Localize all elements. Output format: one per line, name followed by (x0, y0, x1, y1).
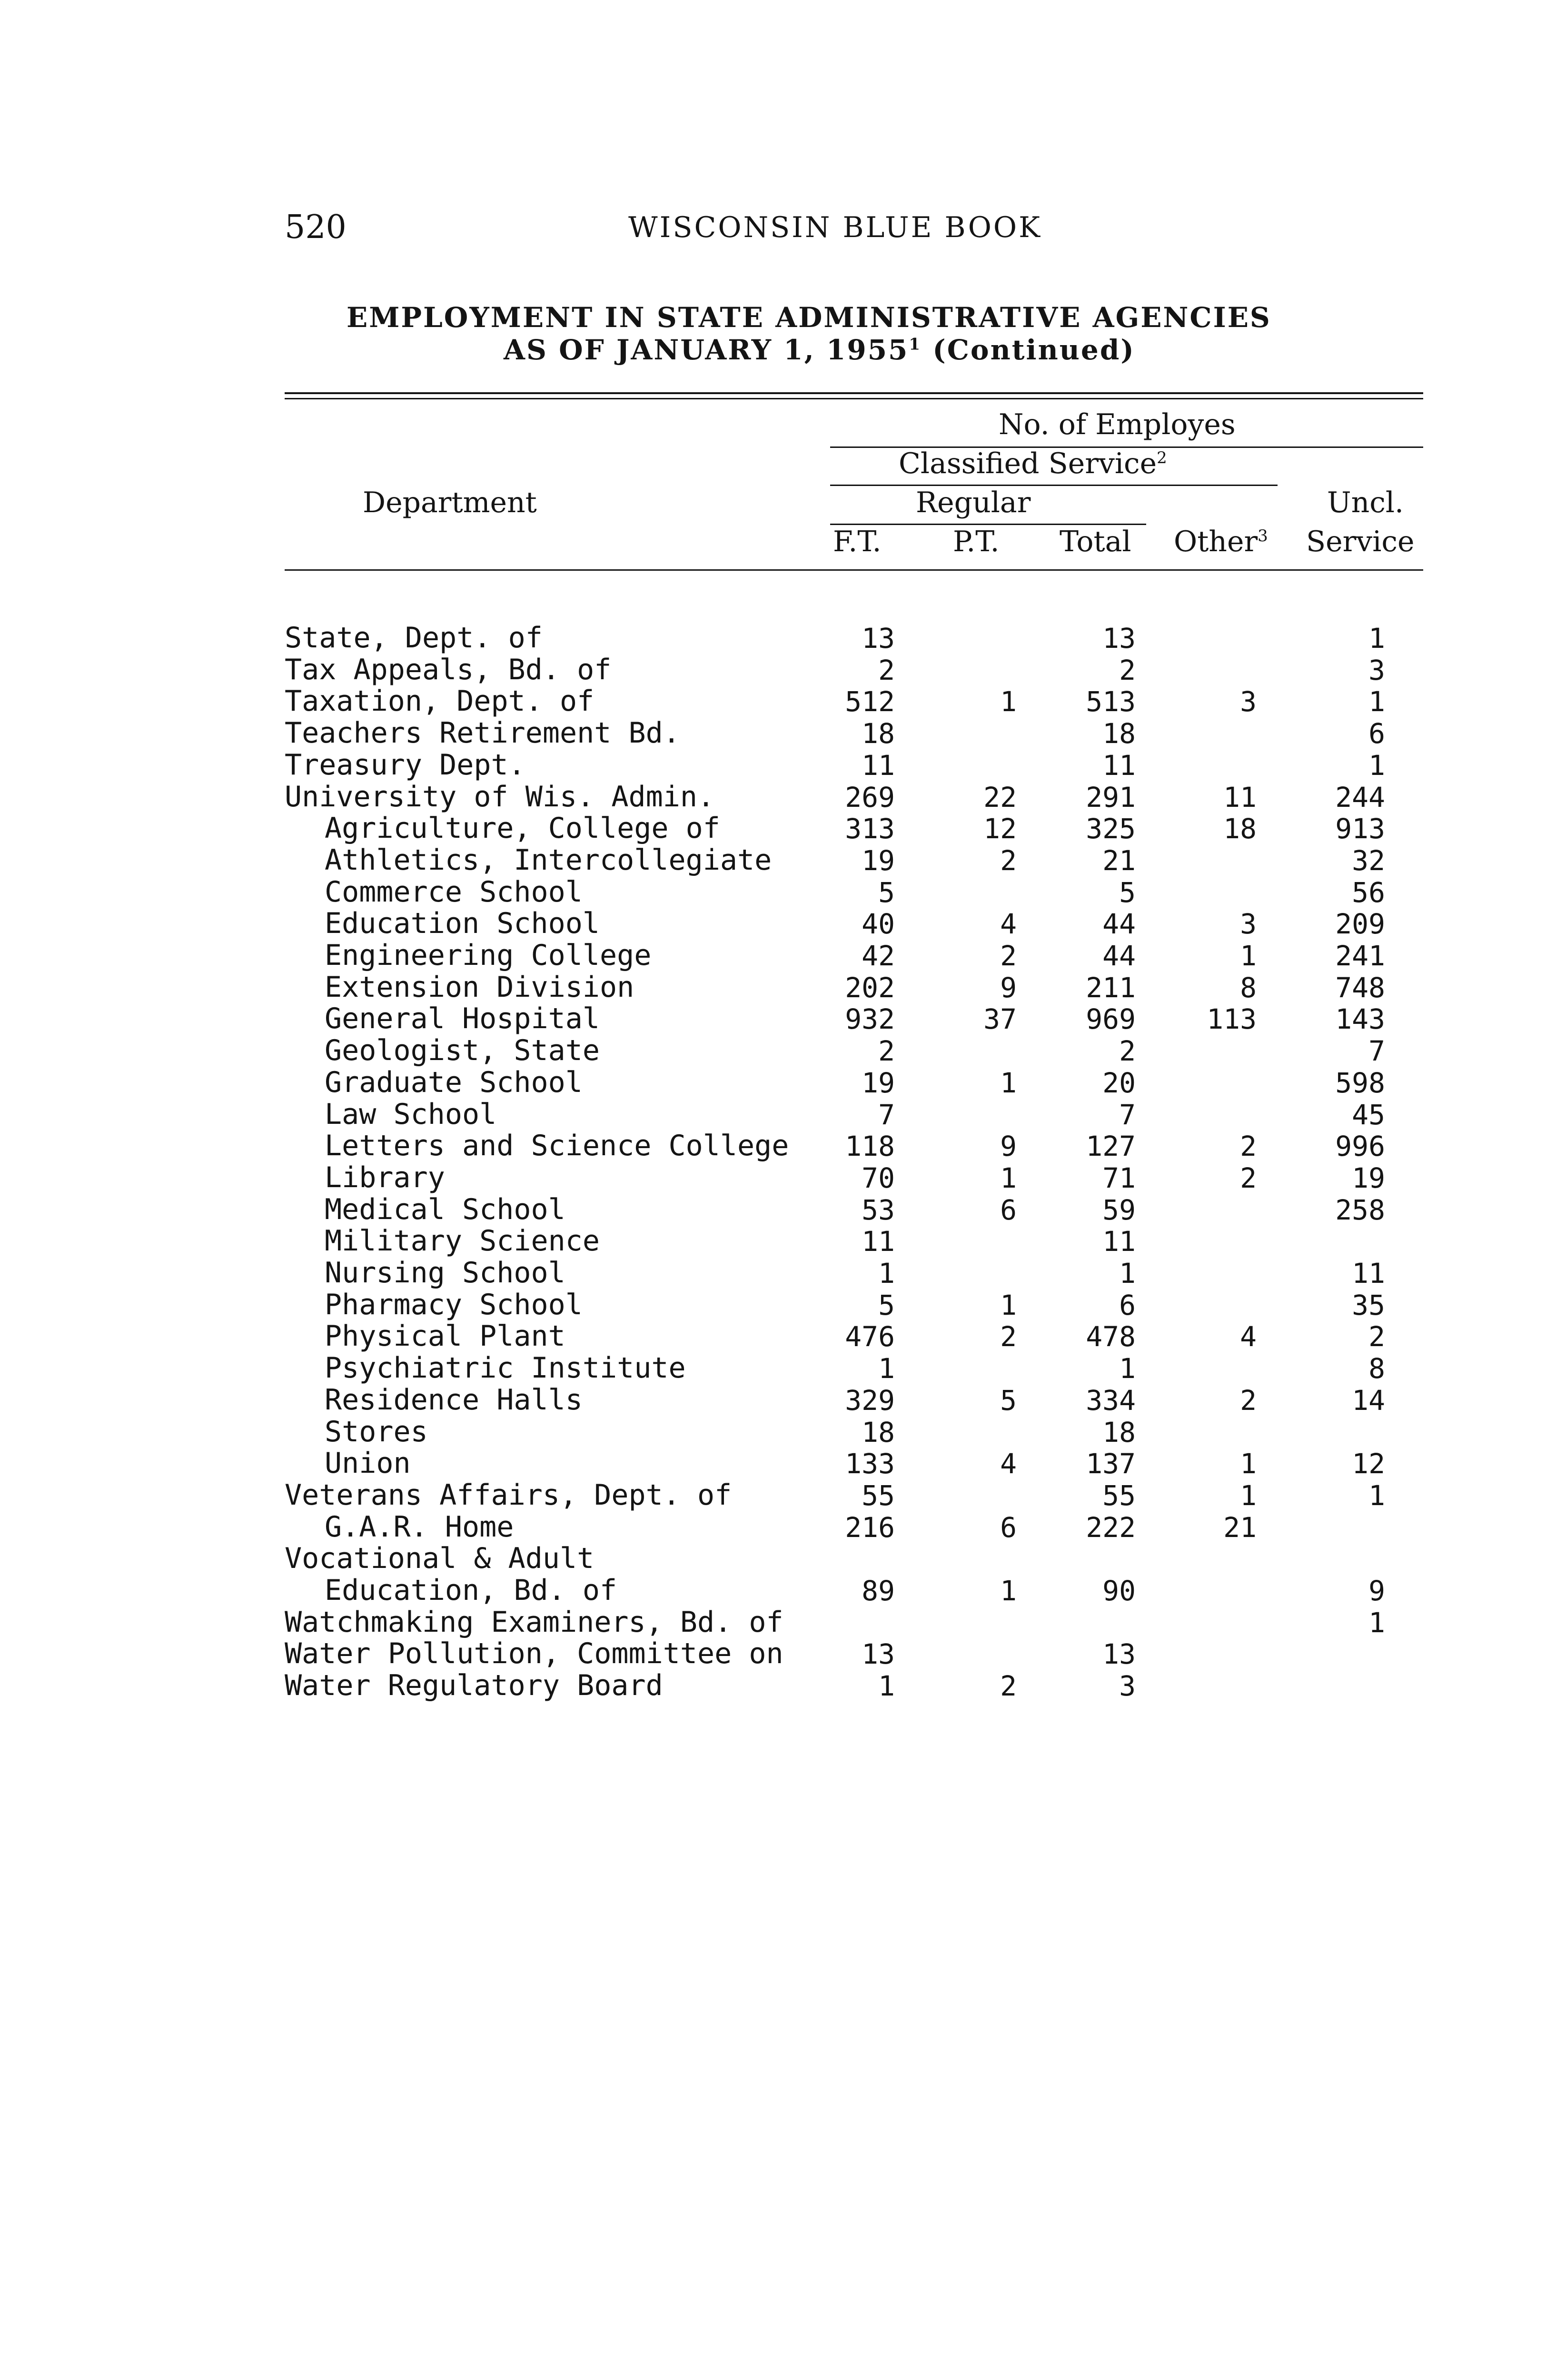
row-uncl-value: 9 (1368, 1575, 1385, 1607)
running-head: WISCONSIN BLUE BOOK (628, 211, 1042, 244)
row-ft-value: 133 (845, 1448, 895, 1480)
row-ft-value: 2 (878, 1035, 895, 1067)
row-other-value: 1 (1240, 940, 1257, 972)
row-total-value: 21 (1102, 844, 1136, 877)
row-uncl-value: 35 (1352, 1289, 1385, 1321)
row-uncl-value: 143 (1335, 1003, 1385, 1035)
row-total-value: 137 (1086, 1448, 1136, 1480)
row-pt-value: 9 (1000, 972, 1017, 1004)
row-pt-value: 4 (1000, 1448, 1017, 1480)
row-department-name: Tax Appeals, Bd. of (285, 653, 612, 686)
row-uncl-value: 8 (1368, 1352, 1385, 1385)
row-department-name: Pharmacy School (325, 1288, 583, 1321)
row-total-value: 1 (1119, 1257, 1136, 1289)
row-uncl-value: 209 (1335, 908, 1385, 940)
row-department-name: Physical Plant (325, 1319, 565, 1353)
row-ft-value: 13 (862, 1638, 895, 1670)
row-total-value: 44 (1102, 940, 1136, 972)
row-ft-value: 89 (862, 1575, 895, 1607)
row-department-name: State, Dept. of (285, 621, 543, 654)
row-total-value: 334 (1086, 1384, 1136, 1417)
row-total-value: 478 (1086, 1320, 1136, 1353)
row-other-value: 3 (1240, 685, 1257, 718)
row-uncl-value: 14 (1352, 1384, 1385, 1417)
row-department-name: Education, Bd. of (325, 1574, 617, 1607)
title-continued: (Continued) (932, 334, 1135, 366)
row-ft-value: 202 (845, 972, 895, 1004)
row-pt-value: 2 (1000, 844, 1017, 877)
row-uncl-value: 45 (1352, 1099, 1385, 1131)
row-other-value: 4 (1240, 1320, 1257, 1353)
row-total-value: 18 (1102, 717, 1136, 750)
header-top-rule-inner (285, 398, 1423, 399)
row-ft-value: 313 (845, 813, 895, 845)
row-ft-value: 269 (845, 781, 895, 813)
row-uncl-value: 11 (1352, 1257, 1385, 1289)
title-date: AS OF JANUARY 1, 1955 (504, 334, 909, 366)
row-other-value: 11 (1223, 781, 1257, 813)
row-uncl-value: 12 (1352, 1448, 1385, 1480)
row-total-value: 969 (1086, 1003, 1136, 1035)
row-department-name: Residence Halls (325, 1383, 583, 1417)
row-uncl-value: 241 (1335, 940, 1385, 972)
row-department-name: Watchmaking Examiners, Bd. of (285, 1606, 783, 1639)
row-uncl-value: 2 (1368, 1320, 1385, 1353)
row-department-name: Agriculture, College of (325, 812, 720, 845)
row-ft-value: 7 (878, 1099, 895, 1131)
row-ft-value: 329 (845, 1384, 895, 1417)
row-department-name: Extension Division (325, 971, 634, 1004)
row-other-value: 21 (1223, 1511, 1257, 1544)
row-pt-value: 1 (1000, 1575, 1017, 1607)
row-department-name: Taxation, Dept. of (285, 684, 595, 718)
row-department-name: Commerce School (325, 875, 583, 909)
row-department-name: Water Pollution, Committee on (285, 1637, 783, 1670)
row-ft-value: 1 (878, 1257, 895, 1289)
row-pt-value: 12 (983, 813, 1017, 845)
row-uncl-value: 19 (1352, 1162, 1385, 1194)
classified-footnote-mark: 2 (1157, 448, 1167, 467)
row-pt-value: 1 (1000, 685, 1017, 718)
row-total-value: 59 (1102, 1194, 1136, 1226)
header-regular: Regular (916, 486, 1031, 519)
row-department-name: Medical School (325, 1193, 565, 1226)
row-ft-value: 932 (845, 1003, 895, 1035)
row-pt-value: 1 (1000, 1289, 1017, 1321)
row-pt-value: 2 (1000, 940, 1017, 972)
header-department: Department (363, 486, 537, 519)
row-uncl-value: 1 (1368, 622, 1385, 654)
row-total-value: 90 (1102, 1575, 1136, 1607)
row-pt-value: 2 (1000, 1670, 1017, 1702)
row-ft-value: 11 (862, 749, 895, 782)
row-total-value: 44 (1102, 908, 1136, 940)
row-other-value: 2 (1240, 1130, 1257, 1162)
row-ft-value: 216 (845, 1511, 895, 1544)
row-ft-value: 55 (862, 1479, 895, 1512)
row-ft-value: 19 (862, 1067, 895, 1099)
row-pt-value: 9 (1000, 1130, 1017, 1162)
row-department-name: Education School (325, 907, 600, 940)
row-pt-value: 6 (1000, 1511, 1017, 1544)
row-pt-value: 1 (1000, 1162, 1017, 1194)
row-department-name: Letters and Science College (325, 1129, 789, 1162)
row-ft-value: 42 (862, 940, 895, 972)
row-ft-value: 1 (878, 1352, 895, 1385)
row-department-name: Water Regulatory Board (285, 1669, 663, 1702)
row-total-value: 291 (1086, 781, 1136, 813)
row-pt-value: 37 (983, 1003, 1017, 1035)
header-classified-service (899, 449, 1167, 478)
row-uncl-value: 244 (1335, 781, 1385, 813)
row-total-value: 211 (1086, 972, 1136, 1004)
header-other (1174, 527, 1268, 556)
row-uncl-value: 748 (1335, 972, 1385, 1004)
page-number: 520 (285, 208, 347, 246)
header-bottom-rule (285, 569, 1423, 571)
row-uncl-value: 1 (1368, 1479, 1385, 1512)
row-uncl-value: 1 (1368, 685, 1385, 718)
header-uncl: Uncl. (1327, 486, 1404, 519)
row-ft-value: 512 (845, 685, 895, 718)
row-ft-value: 40 (862, 908, 895, 940)
row-pt-value: 22 (983, 781, 1017, 813)
row-pt-value: 2 (1000, 1320, 1017, 1353)
row-pt-value: 1 (1000, 1067, 1017, 1099)
row-ft-value: 11 (862, 1225, 895, 1258)
row-uncl-value: 996 (1335, 1130, 1385, 1162)
row-department-name: Athletics, Intercollegiate (325, 843, 772, 877)
header-total: Total (1060, 525, 1131, 558)
row-total-value: 2 (1119, 654, 1136, 686)
row-department-name: Veterans Affairs, Dept. of (285, 1478, 732, 1512)
row-pt-value: 6 (1000, 1194, 1017, 1226)
row-ft-value: 18 (862, 1416, 895, 1448)
row-other-value: 2 (1240, 1162, 1257, 1194)
row-other-value: 2 (1240, 1384, 1257, 1417)
row-total-value: 513 (1086, 685, 1136, 718)
row-department-name: Union (325, 1447, 411, 1480)
other-label: Other (1174, 525, 1258, 558)
row-other-value: 1 (1240, 1448, 1257, 1480)
row-total-value: 20 (1102, 1067, 1136, 1099)
row-uncl-value: 1 (1368, 1606, 1385, 1639)
row-ft-value: 118 (845, 1130, 895, 1162)
row-total-value: 2 (1119, 1035, 1136, 1067)
row-total-value: 127 (1086, 1130, 1136, 1162)
row-total-value: 5 (1119, 876, 1136, 909)
table-title-line-2 (504, 336, 1135, 364)
row-ft-value: 5 (878, 876, 895, 909)
row-department-name: Geologist, State (325, 1034, 600, 1067)
row-department-name: University of Wis. Admin. (285, 780, 715, 813)
row-department-name: Stores (325, 1415, 428, 1448)
row-ft-value: 476 (845, 1320, 895, 1353)
row-department-name: Psychiatric Institute (325, 1351, 686, 1385)
row-department-name: Military Science (325, 1224, 600, 1258)
row-ft-value: 18 (862, 717, 895, 750)
row-department-name: Engineering College (325, 939, 652, 972)
row-total-value: 13 (1102, 622, 1136, 654)
header-service: Service (1306, 525, 1415, 558)
row-department-name: Teachers Retirement Bd. (285, 716, 680, 750)
row-total-value: 6 (1119, 1289, 1136, 1321)
row-department-name: Graduate School (325, 1066, 583, 1099)
row-ft-value: 1 (878, 1670, 895, 1702)
row-other-value: 8 (1240, 972, 1257, 1004)
row-total-value: 7 (1119, 1099, 1136, 1131)
header-no-of-employes: No. of Employes (999, 408, 1236, 441)
row-ft-value: 5 (878, 1289, 895, 1321)
row-uncl-value: 56 (1352, 876, 1385, 909)
row-ft-value: 19 (862, 844, 895, 877)
row-total-value: 18 (1102, 1416, 1136, 1448)
header-ft: F.T. (833, 525, 882, 558)
row-total-value: 55 (1102, 1479, 1136, 1512)
row-uncl-value: 598 (1335, 1067, 1385, 1099)
row-total-value: 222 (1086, 1511, 1136, 1544)
row-other-value: 1 (1240, 1479, 1257, 1512)
row-uncl-value: 32 (1352, 844, 1385, 877)
table-title-line-1: EMPLOYMENT IN STATE ADMINISTRATIVE AGENCIES (347, 301, 1271, 334)
row-uncl-value: 3 (1368, 654, 1385, 686)
row-pt-value: 4 (1000, 908, 1017, 940)
row-uncl-value: 1 (1368, 749, 1385, 782)
header-pt: P.T. (953, 525, 1000, 558)
row-total-value: 325 (1086, 813, 1136, 845)
row-total-value: 3 (1119, 1670, 1136, 1702)
row-department-name: General Hospital (325, 1002, 600, 1035)
row-other-value: 18 (1223, 813, 1257, 845)
row-department-name: G.A.R. Home (325, 1510, 514, 1544)
row-uncl-value: 7 (1368, 1035, 1385, 1067)
row-department-name: Law School (325, 1098, 497, 1131)
classified-service-label: Classified Service (899, 447, 1157, 480)
classified-underline (830, 485, 1278, 486)
row-department-name: Library (325, 1161, 445, 1194)
row-uncl-value: 913 (1335, 813, 1385, 845)
row-uncl-value: 6 (1368, 717, 1385, 750)
row-ft-value: 2 (878, 654, 895, 686)
row-other-value: 3 (1240, 908, 1257, 940)
row-other-value: 113 (1207, 1003, 1257, 1035)
row-pt-value: 5 (1000, 1384, 1017, 1417)
row-total-value: 13 (1102, 1638, 1136, 1670)
row-ft-value: 70 (862, 1162, 895, 1194)
row-department-name: Nursing School (325, 1256, 565, 1289)
row-total-value: 71 (1102, 1162, 1136, 1194)
title-footnote-mark: 1 (909, 335, 922, 354)
row-total-value: 1 (1119, 1352, 1136, 1385)
row-department-name: Treasury Dept. (285, 748, 525, 782)
row-ft-value: 53 (862, 1194, 895, 1226)
row-total-value: 11 (1102, 749, 1136, 782)
row-uncl-value: 258 (1335, 1194, 1385, 1226)
row-ft-value: 13 (862, 622, 895, 654)
header-top-rule (285, 392, 1423, 394)
row-department-name: Vocational & Adult (285, 1542, 595, 1575)
other-footnote-mark: 3 (1258, 526, 1268, 545)
row-total-value: 11 (1102, 1225, 1136, 1258)
